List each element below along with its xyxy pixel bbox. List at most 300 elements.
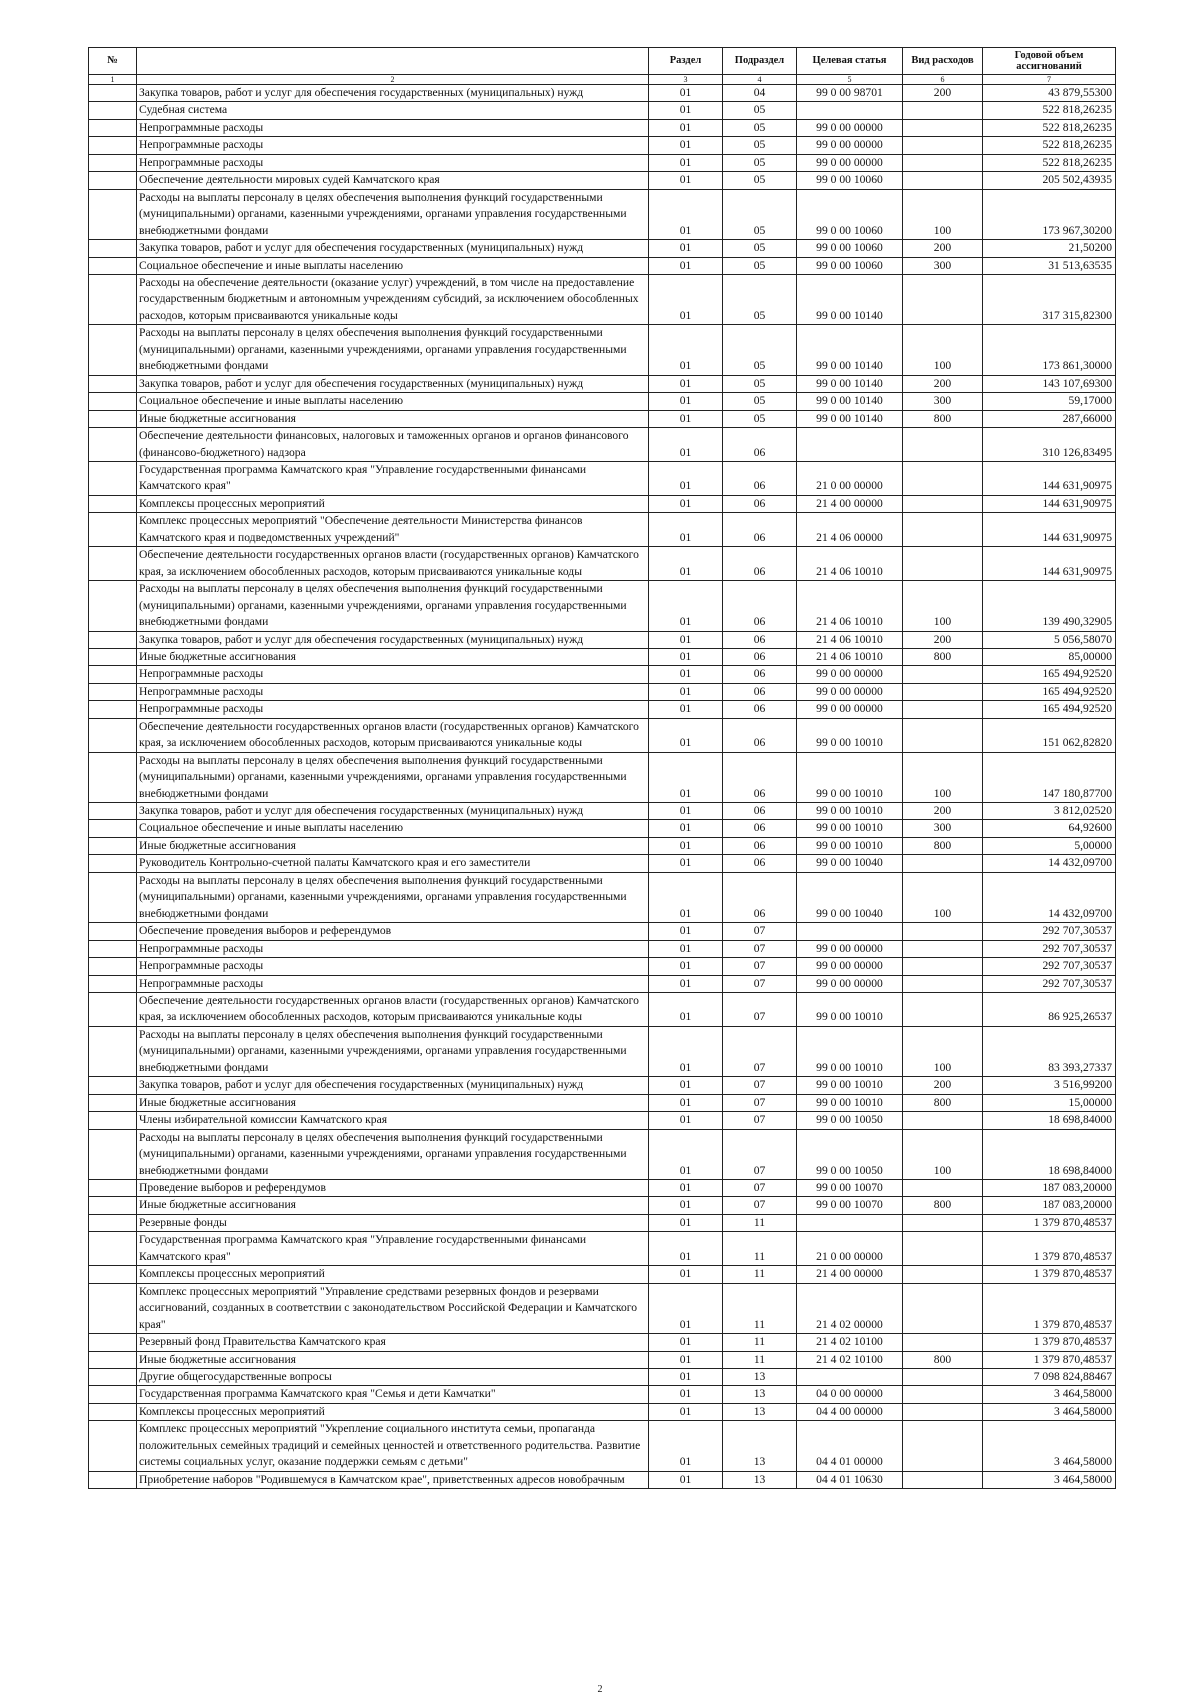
row-number-cell (89, 1094, 137, 1111)
podrazdel-cell: 06 (723, 837, 797, 854)
item-name-cell: Иные бюджетные ассигнования (137, 1094, 649, 1111)
razdel-cell: 01 (649, 1334, 723, 1351)
target-article-cell (797, 923, 903, 940)
item-name-cell: Судебная система (137, 102, 649, 119)
podrazdel-cell: 11 (723, 1283, 797, 1333)
razdel-cell: 01 (649, 325, 723, 375)
table-row (89, 1471, 1116, 1488)
target-article-cell (797, 428, 903, 462)
header-razdel: Раздел (649, 48, 723, 75)
razdel-cell: 01 (649, 154, 723, 171)
razdel-cell: 01 (649, 1094, 723, 1111)
expense-type-cell (903, 137, 983, 154)
item-name-cell: Закупка товаров, работ и услуг для обеспечения государственных (муниципальных) нужд (137, 631, 649, 648)
razdel-cell: 01 (649, 1403, 723, 1420)
item-name-cell: Государственная программа Камчатского края "Семья и дети Камчатки" (137, 1386, 649, 1403)
row-number-cell (89, 1026, 137, 1076)
razdel-cell: 01 (649, 428, 723, 462)
table-row (89, 1197, 1116, 1214)
table-row (89, 1232, 1116, 1266)
amount-cell: 317 315,82300 (983, 274, 1116, 324)
row-number-cell (89, 1112, 137, 1129)
razdel-cell: 01 (649, 1351, 723, 1368)
target-article-cell: 99 0 00 10010 (797, 993, 903, 1027)
item-name-cell: Непрограммные расходы (137, 137, 649, 154)
table-row (89, 393, 1116, 410)
target-article-cell: 99 0 00 10070 (797, 1197, 903, 1214)
item-name-cell: Другие общегосударственные вопросы (137, 1368, 649, 1385)
row-number-cell (89, 855, 137, 872)
podrazdel-cell: 07 (723, 1077, 797, 1094)
column-number: 1 (89, 75, 137, 85)
row-number-cell (89, 1266, 137, 1283)
target-article-cell: 99 0 00 10060 (797, 240, 903, 257)
amount-cell: 144 631,90975 (983, 513, 1116, 547)
razdel-cell: 01 (649, 274, 723, 324)
target-article-cell: 99 0 00 10010 (797, 1026, 903, 1076)
column-number: 6 (903, 75, 983, 85)
podrazdel-cell: 07 (723, 1094, 797, 1111)
row-number-cell (89, 547, 137, 581)
table-row (89, 172, 1116, 189)
amount-cell: 144 631,90975 (983, 495, 1116, 512)
podrazdel-cell: 05 (723, 274, 797, 324)
target-article-cell: 99 0 00 00000 (797, 940, 903, 957)
expense-type-cell (903, 1368, 983, 1385)
amount-cell: 144 631,90975 (983, 461, 1116, 495)
table-row (89, 1214, 1116, 1231)
table-row (89, 648, 1116, 665)
item-name-cell: Иные бюджетные ассигнования (137, 648, 649, 665)
item-name-cell: Иные бюджетные ассигнования (137, 837, 649, 854)
table-row (89, 1421, 1116, 1471)
expense-type-cell (903, 993, 983, 1027)
page-number: 2 (597, 1684, 603, 1695)
row-number-cell (89, 1351, 137, 1368)
amount-cell: 59,17000 (983, 393, 1116, 410)
razdel-cell: 01 (649, 820, 723, 837)
row-number-cell (89, 666, 137, 683)
podrazdel-cell: 07 (723, 1112, 797, 1129)
table-row (89, 1386, 1116, 1403)
amount-cell: 1 379 870,48537 (983, 1283, 1116, 1333)
item-name-cell: Непрограммные расходы (137, 701, 649, 718)
amount-cell: 64,92600 (983, 820, 1116, 837)
podrazdel-cell: 05 (723, 410, 797, 427)
amount-cell: 86 925,26537 (983, 993, 1116, 1027)
razdel-cell: 01 (649, 1283, 723, 1333)
item-name-cell: Закупка товаров, работ и услуг для обеспечения государственных (муниципальных) нужд (137, 85, 649, 102)
table-row (89, 1266, 1116, 1283)
razdel-cell: 01 (649, 872, 723, 922)
row-number-cell (89, 274, 137, 324)
expense-type-cell (903, 975, 983, 992)
expense-type-cell: 800 (903, 1197, 983, 1214)
row-number-cell (89, 85, 137, 102)
table-row (89, 1351, 1116, 1368)
target-article-cell: 99 0 00 10010 (797, 837, 903, 854)
razdel-cell: 01 (649, 993, 723, 1027)
expense-type-cell (903, 1266, 983, 1283)
item-name-cell: Приобретение наборов "Родившемуся в Камчатском крае", приветственных адресов новобрачным (137, 1471, 649, 1488)
target-article-cell (797, 1214, 903, 1231)
razdel-cell: 01 (649, 581, 723, 631)
row-number-cell (89, 581, 137, 631)
amount-cell: 151 062,82820 (983, 718, 1116, 752)
amount-cell: 139 490,32905 (983, 581, 1116, 631)
razdel-cell: 01 (649, 923, 723, 940)
item-name-cell: Закупка товаров, работ и услуг для обеспечения государственных (муниципальных) нужд (137, 1077, 649, 1094)
razdel-cell: 01 (649, 1368, 723, 1385)
amount-cell: 165 494,92520 (983, 666, 1116, 683)
razdel-cell: 01 (649, 718, 723, 752)
target-article-cell: 99 0 00 10060 (797, 189, 903, 239)
podrazdel-cell: 07 (723, 1180, 797, 1197)
item-name-cell: Непрограммные расходы (137, 154, 649, 171)
item-name-cell: Руководитель Контрольно-счетной палаты Камчатского края и его заместители (137, 855, 649, 872)
table-row (89, 513, 1116, 547)
target-article-cell: 99 0 00 00000 (797, 701, 903, 718)
row-number-cell (89, 1334, 137, 1351)
amount-cell: 522 818,26235 (983, 137, 1116, 154)
amount-cell: 310 126,83495 (983, 428, 1116, 462)
expense-type-cell (903, 923, 983, 940)
podrazdel-cell: 06 (723, 428, 797, 462)
razdel-cell: 01 (649, 803, 723, 820)
razdel-cell: 01 (649, 855, 723, 872)
target-article-cell (797, 102, 903, 119)
expense-type-cell (903, 1471, 983, 1488)
amount-cell: 3 812,02520 (983, 803, 1116, 820)
target-article-cell: 99 0 00 10010 (797, 820, 903, 837)
razdel-cell: 01 (649, 1077, 723, 1094)
podrazdel-cell: 11 (723, 1334, 797, 1351)
amount-cell: 1 379 870,48537 (983, 1232, 1116, 1266)
item-name-cell: Обеспечение деятельности государственных органов власти (государственных органов) Камчатского края, за исключением обособленных расходов, которым присваиваются уникальные коды (137, 547, 649, 581)
row-number-cell (89, 1283, 137, 1333)
amount-cell: 43 879,55300 (983, 85, 1116, 102)
row-number-cell (89, 102, 137, 119)
podrazdel-cell: 06 (723, 683, 797, 700)
target-article-cell: 99 0 00 00000 (797, 154, 903, 171)
podrazdel-cell: 06 (723, 855, 797, 872)
row-number-cell (89, 410, 137, 427)
target-article-cell: 21 4 02 10100 (797, 1334, 903, 1351)
razdel-cell: 01 (649, 410, 723, 427)
row-number-cell (89, 993, 137, 1027)
expense-type-cell: 200 (903, 375, 983, 392)
table-row (89, 1283, 1116, 1333)
podrazdel-cell: 05 (723, 189, 797, 239)
header-podrazdel: Подраздел (723, 48, 797, 75)
amount-cell: 292 707,30537 (983, 958, 1116, 975)
podrazdel-cell: 11 (723, 1232, 797, 1266)
razdel-cell: 01 (649, 683, 723, 700)
amount-cell: 21,50200 (983, 240, 1116, 257)
row-number-cell (89, 428, 137, 462)
target-article-cell: 99 0 00 10070 (797, 1180, 903, 1197)
amount-cell: 14 432,09700 (983, 855, 1116, 872)
item-name-cell: Расходы на обеспечение деятельности (оказание услуг) учреждений, в том числе на предоставление государственным бюджетным и автономным учреждениям субсидий, за исключением обособленных расходов, которым присваиваются уникальные коды (137, 274, 649, 324)
podrazdel-cell: 07 (723, 1197, 797, 1214)
row-number-cell (89, 1421, 137, 1471)
header-annual-amount: Годовой объем ассигнований (983, 48, 1116, 75)
table-row (89, 872, 1116, 922)
table-row (89, 631, 1116, 648)
target-article-cell: 99 0 00 00000 (797, 683, 903, 700)
target-article-cell: 04 0 00 00000 (797, 1386, 903, 1403)
expense-type-cell (903, 666, 983, 683)
razdel-cell: 01 (649, 1214, 723, 1231)
table-row (89, 461, 1116, 495)
expense-type-cell (903, 274, 983, 324)
podrazdel-cell: 05 (723, 375, 797, 392)
amount-cell: 187 083,20000 (983, 1180, 1116, 1197)
item-name-cell: Непрограммные расходы (137, 683, 649, 700)
target-article-cell: 04 4 00 00000 (797, 1403, 903, 1420)
table-row (89, 1180, 1116, 1197)
expense-type-cell (903, 513, 983, 547)
item-name-cell: Непрограммные расходы (137, 958, 649, 975)
podrazdel-cell: 07 (723, 958, 797, 975)
table-row (89, 1112, 1116, 1129)
table-row (89, 1334, 1116, 1351)
table-row (89, 666, 1116, 683)
target-article-cell: 99 0 00 10050 (797, 1112, 903, 1129)
expense-type-cell (903, 495, 983, 512)
expense-type-cell: 200 (903, 803, 983, 820)
item-name-cell: Расходы на выплаты персоналу в целях обеспечения выполнения функций государственными (муниципальными) органами, казенными учреждениями, органами управления государственными внебюджетными фондами (137, 189, 649, 239)
table-row (89, 958, 1116, 975)
target-article-cell: 99 0 00 98701 (797, 85, 903, 102)
razdel-cell: 01 (649, 666, 723, 683)
table-row (89, 1026, 1116, 1076)
header-expense-type: Вид расходов (903, 48, 983, 75)
expense-type-cell: 800 (903, 837, 983, 854)
table-row (89, 837, 1116, 854)
header-target-article: Целевая статья (797, 48, 903, 75)
razdel-cell: 01 (649, 752, 723, 802)
row-number-cell (89, 631, 137, 648)
item-name-cell: Непрограммные расходы (137, 119, 649, 136)
expense-type-cell (903, 958, 983, 975)
table-row (89, 325, 1116, 375)
razdel-cell: 01 (649, 1180, 723, 1197)
razdel-cell: 01 (649, 837, 723, 854)
row-number-cell (89, 803, 137, 820)
header-name (137, 48, 649, 75)
row-number-cell (89, 1471, 137, 1488)
row-number-cell (89, 1386, 137, 1403)
amount-cell: 143 107,69300 (983, 375, 1116, 392)
amount-cell: 14 432,09700 (983, 872, 1116, 922)
row-number-cell (89, 683, 137, 700)
item-name-cell: Расходы на выплаты персоналу в целях обеспечения выполнения функций государственными (муниципальными) органами, казенными учреждениями, органами управления государственными внебюджетными фондами (137, 872, 649, 922)
expense-type-cell: 100 (903, 1026, 983, 1076)
razdel-cell: 01 (649, 172, 723, 189)
item-name-cell: Социальное обеспечение и иные выплаты населению (137, 820, 649, 837)
table-row (89, 683, 1116, 700)
table-row (89, 257, 1116, 274)
amount-cell: 31 513,63535 (983, 257, 1116, 274)
item-name-cell: Комплекс процессных мероприятий "Обеспечение деятельности Министерства финансов Камчатского края и подведомственных учреждений" (137, 513, 649, 547)
row-number-cell (89, 1403, 137, 1420)
podrazdel-cell: 05 (723, 172, 797, 189)
expense-type-cell (903, 1283, 983, 1333)
table-row (89, 102, 1116, 119)
item-name-cell: Социальное обеспечение и иные выплаты населению (137, 257, 649, 274)
amount-cell: 83 393,27337 (983, 1026, 1116, 1076)
row-number-cell (89, 940, 137, 957)
row-number-cell (89, 495, 137, 512)
amount-cell: 187 083,20000 (983, 1197, 1116, 1214)
table-row (89, 1403, 1116, 1420)
amount-cell: 165 494,92520 (983, 701, 1116, 718)
row-number-cell (89, 513, 137, 547)
expense-type-cell (903, 1232, 983, 1266)
column-number: 5 (797, 75, 903, 85)
amount-cell: 522 818,26235 (983, 102, 1116, 119)
podrazdel-cell: 06 (723, 461, 797, 495)
target-article-cell: 99 0 00 10040 (797, 855, 903, 872)
target-article-cell: 99 0 00 10050 (797, 1129, 903, 1179)
razdel-cell: 01 (649, 1232, 723, 1266)
expense-type-cell (903, 1386, 983, 1403)
row-number-cell (89, 189, 137, 239)
item-name-cell: Социальное обеспечение и иные выплаты населению (137, 393, 649, 410)
item-name-cell: Резервные фонды (137, 1214, 649, 1231)
amount-cell: 3 464,58000 (983, 1471, 1116, 1488)
amount-cell: 292 707,30537 (983, 975, 1116, 992)
table-row (89, 1368, 1116, 1385)
expense-type-cell (903, 701, 983, 718)
item-name-cell: Непрограммные расходы (137, 975, 649, 992)
row-number-cell (89, 718, 137, 752)
item-name-cell: Расходы на выплаты персоналу в целях обеспечения выполнения функций государственными (муниципальными) органами, казенными учреждениями, органами управления государственными внебюджетными фондами (137, 325, 649, 375)
podrazdel-cell: 06 (723, 581, 797, 631)
target-article-cell: 99 0 00 00000 (797, 137, 903, 154)
row-number-cell (89, 393, 137, 410)
budget-table (88, 47, 1116, 1489)
target-article-cell: 99 0 00 10010 (797, 1094, 903, 1111)
target-article-cell (797, 1368, 903, 1385)
target-article-cell: 21 4 00 00000 (797, 495, 903, 512)
table-row (89, 581, 1116, 631)
amount-cell: 1 379 870,48537 (983, 1351, 1116, 1368)
item-name-cell: Обеспечение деятельности государственных органов власти (государственных органов) Камчатского края, за исключением обособленных расходов, которым присваиваются уникальные коды (137, 718, 649, 752)
razdel-cell: 01 (649, 393, 723, 410)
table-row (89, 547, 1116, 581)
column-number-row (89, 75, 1116, 85)
row-number-cell (89, 975, 137, 992)
target-article-cell: 99 0 00 10010 (797, 752, 903, 802)
table-row (89, 375, 1116, 392)
razdel-cell: 01 (649, 119, 723, 136)
expense-type-cell (903, 172, 983, 189)
item-name-cell: Иные бюджетные ассигнования (137, 1351, 649, 1368)
amount-cell: 5,00000 (983, 837, 1116, 854)
razdel-cell: 01 (649, 1471, 723, 1488)
target-article-cell: 99 0 00 00000 (797, 958, 903, 975)
amount-cell: 173 967,30200 (983, 189, 1116, 239)
table-row (89, 923, 1116, 940)
amount-cell: 3 516,99200 (983, 1077, 1116, 1094)
razdel-cell: 01 (649, 701, 723, 718)
item-name-cell: Обеспечение деятельности финансовых, налоговых и таможенных органов и органов финансового (финансово-бюджетного) надзора (137, 428, 649, 462)
table-row (89, 1094, 1116, 1111)
expense-type-cell (903, 855, 983, 872)
expense-type-cell: 100 (903, 325, 983, 375)
item-name-cell: Иные бюджетные ассигнования (137, 1197, 649, 1214)
header-row (89, 48, 1116, 75)
target-article-cell: 99 0 00 00000 (797, 666, 903, 683)
razdel-cell: 01 (649, 975, 723, 992)
podrazdel-cell: 05 (723, 257, 797, 274)
item-name-cell: Обеспечение деятельности мировых судей Камчатского края (137, 172, 649, 189)
expense-type-cell: 200 (903, 631, 983, 648)
podrazdel-cell: 05 (723, 325, 797, 375)
expense-type-cell: 100 (903, 189, 983, 239)
target-article-cell: 99 0 00 10010 (797, 718, 903, 752)
item-name-cell: Комплекс процессных мероприятий "Управление средствами резервных фондов и резервами ассигнований, созданных в соответствии с законодательством Российской Федерации и Камчатского края" (137, 1283, 649, 1333)
expense-type-cell: 800 (903, 1351, 983, 1368)
table-row (89, 940, 1116, 957)
razdel-cell: 01 (649, 375, 723, 392)
razdel-cell: 01 (649, 189, 723, 239)
item-name-cell: Обеспечение проведения выборов и референдумов (137, 923, 649, 940)
expense-type-cell: 300 (903, 257, 983, 274)
target-article-cell: 21 4 06 10010 (797, 631, 903, 648)
target-article-cell: 21 4 00 00000 (797, 1266, 903, 1283)
podrazdel-cell: 05 (723, 154, 797, 171)
podrazdel-cell: 06 (723, 495, 797, 512)
target-article-cell: 99 0 00 10060 (797, 172, 903, 189)
razdel-cell: 01 (649, 1421, 723, 1471)
table-body (89, 85, 1116, 1489)
table-row (89, 718, 1116, 752)
column-number: 7 (983, 75, 1116, 85)
item-name-cell: Иные бюджетные ассигнования (137, 410, 649, 427)
expense-type-cell: 200 (903, 85, 983, 102)
item-name-cell: Непрограммные расходы (137, 666, 649, 683)
target-article-cell: 99 0 00 10140 (797, 274, 903, 324)
podrazdel-cell: 06 (723, 820, 797, 837)
table-row (89, 855, 1116, 872)
item-name-cell: Государственная программа Камчатского края "Управление государственными финансами Камчатского края" (137, 461, 649, 495)
item-name-cell: Комплексы процессных мероприятий (137, 1403, 649, 1420)
item-name-cell: Закупка товаров, работ и услуг для обеспечения государственных (муниципальных) нужд (137, 803, 649, 820)
expense-type-cell (903, 718, 983, 752)
item-name-cell: Члены избирательной комиссии Камчатского края (137, 1112, 649, 1129)
row-number-cell (89, 257, 137, 274)
razdel-cell: 01 (649, 1129, 723, 1179)
razdel-cell: 01 (649, 1197, 723, 1214)
razdel-cell: 01 (649, 102, 723, 119)
table-row (89, 495, 1116, 512)
target-article-cell: 99 0 00 00000 (797, 975, 903, 992)
razdel-cell: 01 (649, 631, 723, 648)
row-number-cell (89, 325, 137, 375)
table-row (89, 137, 1116, 154)
razdel-cell: 01 (649, 940, 723, 957)
expense-type-cell: 100 (903, 752, 983, 802)
podrazdel-cell: 13 (723, 1471, 797, 1488)
amount-cell: 3 464,58000 (983, 1421, 1116, 1471)
table-row (89, 410, 1116, 427)
target-article-cell: 04 4 01 00000 (797, 1421, 903, 1471)
target-article-cell: 21 0 00 00000 (797, 1232, 903, 1266)
expense-type-cell (903, 1214, 983, 1231)
